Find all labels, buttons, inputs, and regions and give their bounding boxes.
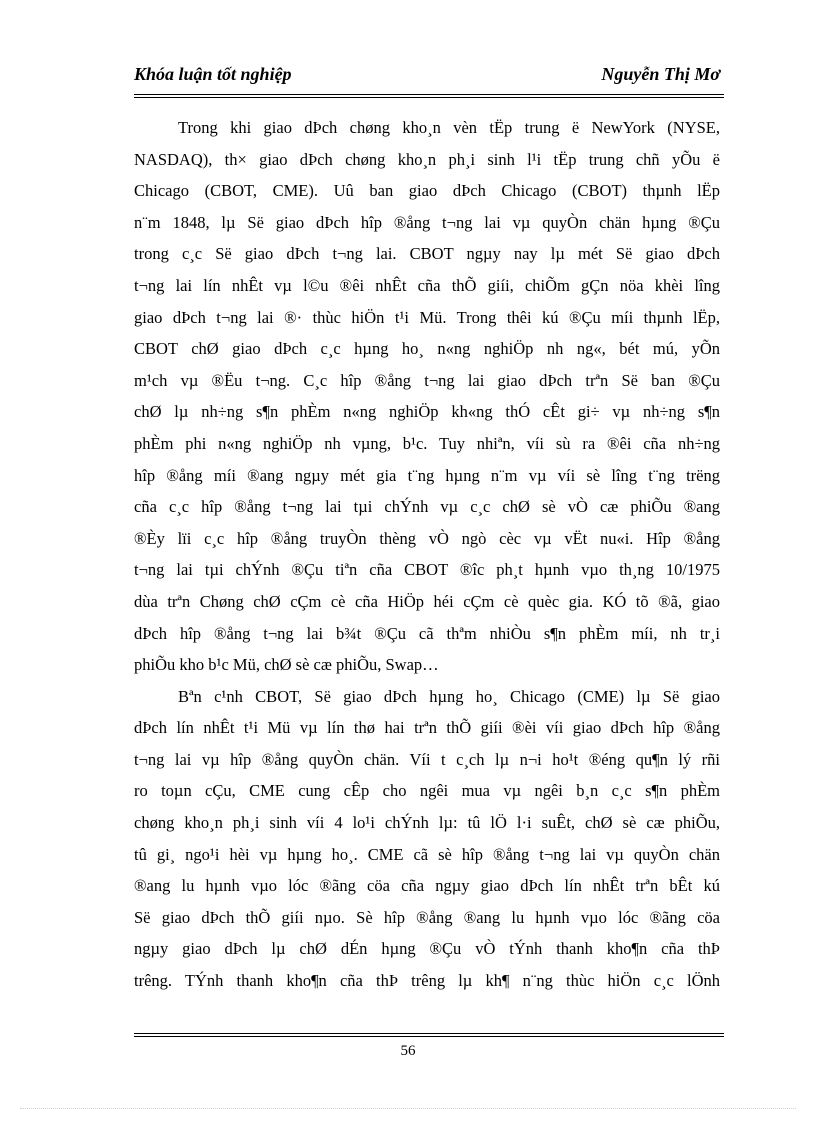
paragraph-line: chøng kho¸n ph¸i sinh víi 4 lo¹i chÝnh lµ: tû lÖ l·i suÊt, chØ sè cæ phiÕu, [134,813,720,833]
paragraph-line: phiÕu kho b¹c Mü, chØ sè cæ phiÕu, Swap… [134,655,439,675]
paragraph-line: giao dÞch t¬ng lai ®· thùc hiÖn t¹i Mü. Trong thêi kú ®Çu míi thµnh lËp, [134,307,720,327]
paragraph-line: Trong khi giao dÞch chøng kho¸n vèn tËp trung ë NewYork (NYSE, [178,118,720,137]
page-bottom-edge [20,1108,796,1109]
page-number: 56 [400,1043,416,1059]
paragraph-line: tû gi¸ ngo¹i hèi vµ hµng ho¸. CME cã sè hîp ®ång t¬ng lai vµ quyÒn chän [134,844,720,864]
footer-rule [134,1033,724,1034]
paragraph-line: dÞch lín nhÊt t¹i Mü vµ lín thø hai trªn thÕ giíi ®èi víi giao dÞch hîp ®ång [134,718,720,738]
paragraph-line: cña c¸c hîp ®ång t¬ng lai tµi chÝnh vµ c¸c chØ sè vÒ cæ phiÕu ®ang [134,497,720,517]
page-header [134,62,724,92]
footer-rule-double [134,1036,724,1037]
paragraph-line: hîp ®ång míi ®ang ngµy mét gia t¨ng hµng n¨m vµ víi sè lîng t¨ng trëng [134,465,720,485]
paragraph-line: chØ lµ nh÷ng s¶n phÈm n«ng nghiÖp kh«ng thÓ cÊt gi÷ vµ nh÷ng s¶n [134,402,720,422]
paragraph-line: ro toµn cÇu, CME cung cÊp cho ngêi mua vµ ngêi b¸n c¸c s¶n phÈm [134,781,720,801]
paragraph-line: Chicago (CBOT, CME). Uû ban giao dÞch Chicago (CBOT) thµnh lËp [134,181,720,201]
header-author: Nguyễn Thị Mơ [601,64,720,84]
header-title: Khóa luận tốt nghiệp [134,64,292,84]
paragraph-line: ®Èy lïi c¸c hîp ®ång truyÒn thèng vÒ ngò cèc vµ vËt nu«i. Hîp ®ång [134,528,720,548]
paragraph-line: dÞch hîp ®ång t¬ng lai b¾t ®Çu cã thªm nhiÒu s¶n phÈm míi, nh tr¸i [134,623,720,643]
paragraph-line: ®ang lu hµnh vµo lóc ®ãng cöa cña ngµy giao dÞch lín nhÊt trªn bÊt kú [134,876,720,896]
header-rule [134,94,724,95]
paragraph-line: phÈm phi n«ng nghiÖp nh vµng, b¹c. Tuy nhiªn, víi sù ra ®êi cña nh÷ng [134,433,720,453]
paragraph-line: n¨m 1848, lµ Së giao dÞch hîp ®ång t¬ng lai vµ quyÒn chän hµng ®Çu [134,212,720,232]
paragraph-line: Së giao dÞch thÕ giíi nµo. Sè hîp ®ång ®ang lu hµnh vµo lóc ®ãng cöa [134,907,720,927]
paragraph-line: ngµy giao dÞch lµ chØ dÉn hµng ®Çu vÒ tÝnh thanh kho¶n cña thÞ [134,939,720,959]
header-rule-double [134,97,724,98]
paragraph-line: t¬ng lai tµi chÝnh ®Çu tiªn cña CBOT ®îc ph¸t hµnh vµo th¸ng 10/1975 [134,560,720,580]
paragraph-line: t¬ng lai vµ hîp ®ång quyÒn chän. Víi t c¸ch lµ n¬i ho¹t ®éng qu¶n lý rñi [134,749,720,769]
paragraph-line: CBOT chØ giao dÞch c¸c hµng ho¸ n«ng nghiÖp nh ng«, bét mú, yÕn [134,339,720,359]
paragraph-line: dùa trªn Chøng chØ cÇm cè cña HiÖp héi cÇm cè quèc gia. KÓ tõ ®ã, giao [134,591,720,611]
paragraph-line: Bªn c¹nh CBOT, Së giao dÞch hµng ho¸ Chicago (CME) lµ Së giao [178,686,720,706]
body-text [134,112,720,997]
paragraph-line: t¬ng lai lín nhÊt vµ l©u ®êi nhÊt cña thÕ giíi, chiÕm gÇn nöa khèi lîng [134,275,720,295]
paragraph-line: trêng. TÝnh thanh kho¶n cña thÞ trêng lµ kh¶ n¨ng thùc hiÖn c¸c lÖnh [134,971,720,991]
paragraph-line: NASDAQ), th× giao dÞch chøng kho¸n ph¸i sinh l¹i tËp trung chñ yÕu ë [134,149,720,169]
paragraph-line: m¹ch vµ ®Ëu t¬ng. C¸c hîp ®ång t¬ng lai giao dÞch trªn Së ban ®Çu [134,370,720,390]
paragraph-line: trong c¸c Së giao dÞch t¬ng lai. CBOT ngµy nay lµ mét Së giao dÞch [134,244,720,264]
